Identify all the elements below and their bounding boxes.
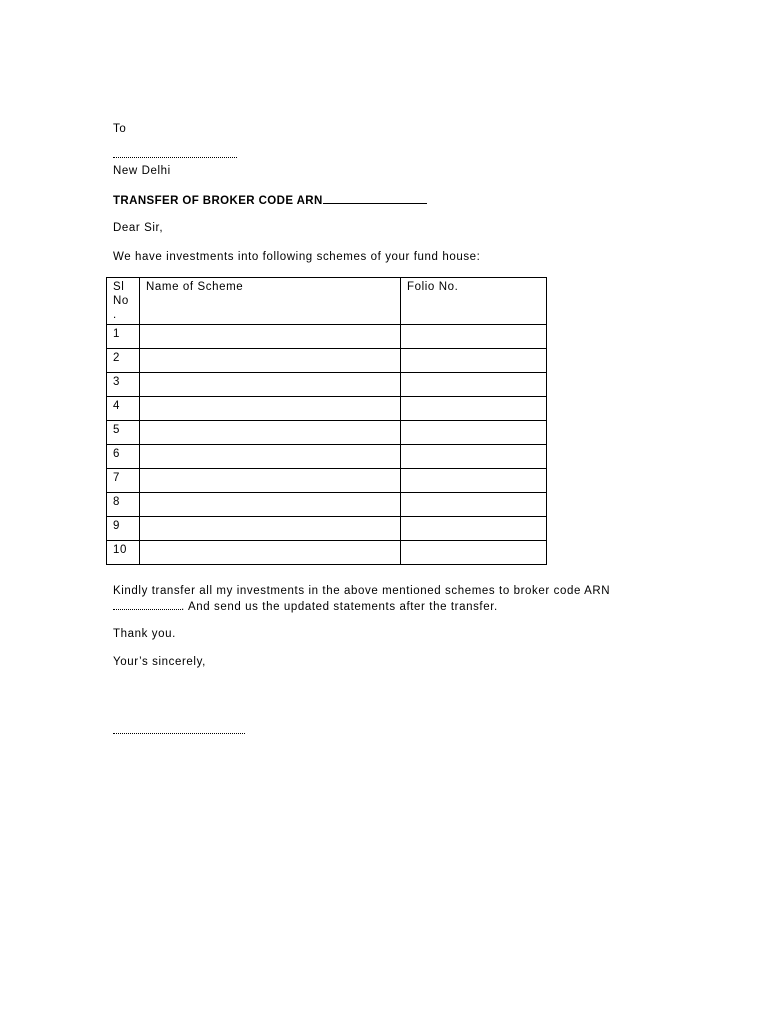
header-folio-no: Folio No. bbox=[401, 278, 547, 325]
table-row bbox=[107, 421, 547, 445]
scheme-cell bbox=[140, 517, 401, 541]
table-row bbox=[107, 469, 547, 493]
row-number: 5 bbox=[107, 421, 140, 445]
row-number: 9 bbox=[107, 517, 140, 541]
table-row bbox=[107, 541, 547, 565]
folio-cell bbox=[401, 493, 547, 517]
row-number: 6 bbox=[107, 445, 140, 469]
table-row bbox=[107, 493, 547, 517]
scheme-cell bbox=[140, 325, 401, 349]
folio-cell bbox=[401, 421, 547, 445]
request-line-2 bbox=[113, 599, 498, 614]
table-header-row bbox=[107, 278, 547, 325]
folio-cell bbox=[401, 325, 547, 349]
table-row bbox=[107, 445, 547, 469]
request-line-1: Kindly transfer all my investments in the above mentioned schemes to broker code ARN bbox=[113, 585, 611, 597]
arn-blank bbox=[323, 193, 427, 204]
row-number: 3 bbox=[107, 373, 140, 397]
arn-dotted-blank bbox=[113, 599, 181, 610]
table-row bbox=[107, 325, 547, 349]
row-number: 4 bbox=[107, 397, 140, 421]
folio-cell bbox=[401, 541, 547, 565]
table-row bbox=[107, 349, 547, 373]
row-number: 8 bbox=[107, 493, 140, 517]
folio-cell bbox=[401, 397, 547, 421]
closing-text: Your’s sincerely, bbox=[113, 656, 206, 668]
folio-cell bbox=[401, 445, 547, 469]
folio-cell bbox=[401, 349, 547, 373]
folio-cell bbox=[401, 469, 547, 493]
scheme-cell bbox=[140, 541, 401, 565]
row-number: 1 bbox=[107, 325, 140, 349]
thanks-text: Thank you. bbox=[113, 628, 176, 640]
scheme-cell bbox=[140, 493, 401, 517]
scheme-cell bbox=[140, 421, 401, 445]
city-text: New Delhi bbox=[113, 165, 171, 177]
folio-cell bbox=[401, 517, 547, 541]
to-label: To bbox=[113, 123, 127, 135]
scheme-cell bbox=[140, 445, 401, 469]
signature-blank bbox=[113, 733, 245, 734]
subject-text: TRANSFER OF BROKER CODE ARN bbox=[113, 195, 323, 207]
row-number: 10 bbox=[107, 541, 140, 565]
row-number: 7 bbox=[107, 469, 140, 493]
table-row bbox=[107, 373, 547, 397]
scheme-cell bbox=[140, 469, 401, 493]
header-scheme-name: Name of Scheme bbox=[140, 278, 401, 325]
scheme-cell bbox=[140, 349, 401, 373]
row-number: 2 bbox=[107, 349, 140, 373]
folio-cell bbox=[401, 373, 547, 397]
table-row bbox=[107, 397, 547, 421]
salutation: Dear Sir, bbox=[113, 222, 164, 234]
scheme-cell bbox=[140, 373, 401, 397]
addressee-blank bbox=[113, 157, 237, 158]
scheme-cell bbox=[140, 397, 401, 421]
subject-heading bbox=[113, 193, 427, 208]
request-line-2-text: . And send us the updated statements after the transfer. bbox=[181, 601, 498, 613]
intro-text: We have investments into following schemes of your fund house: bbox=[113, 251, 481, 263]
schemes-table bbox=[106, 277, 547, 565]
header-sl-no: Sl No . bbox=[107, 278, 140, 325]
table-row bbox=[107, 517, 547, 541]
